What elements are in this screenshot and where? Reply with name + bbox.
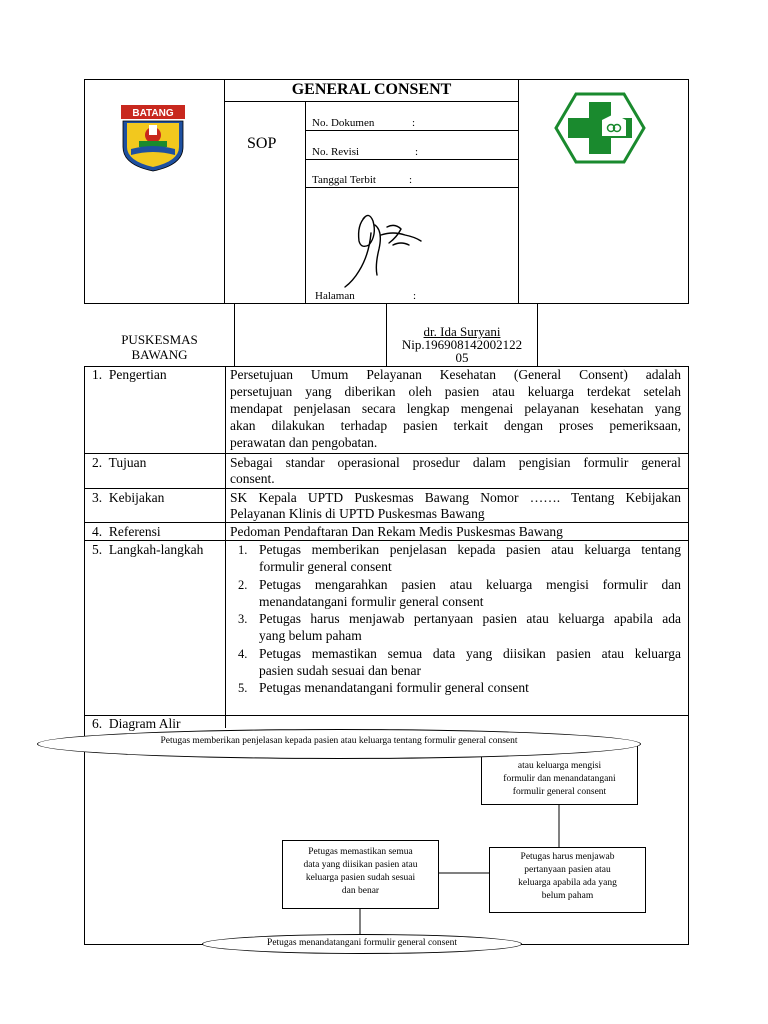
document-title: GENERAL CONSENT	[291, 81, 452, 98]
section-label-diagram: 6. Diagram Alir	[92, 716, 181, 731]
page-label: Halaman	[315, 290, 355, 302]
flow-box-text: Petugas harus menjawab	[520, 852, 615, 862]
text-line: SK Kepala UPTD Puskesmas Bawang Nomor ……. Tentang Kebijakan	[230, 490, 681, 505]
step-number: 3.	[238, 612, 248, 626]
step-text: Petugas menandatangani formulir general consent	[259, 680, 529, 695]
step-text: Petugas memastikan semua data yang diisikan pasien atau keluarga	[259, 646, 681, 661]
revision-label: No. Revisi	[312, 146, 360, 158]
text-line: Sebagai standar operasional prosedur dalam pengisian formulir general	[230, 455, 681, 470]
flow-box-text: formulir dan menandatangani	[503, 774, 616, 784]
text-line: persetujuan yang diberikan oleh pasien atau keluarga terdekat setelah	[230, 384, 681, 399]
flow-box-text: keluarga pasien sudah sesuai	[305, 873, 416, 883]
section-label-langkah: 5. Langkah-langkah	[92, 542, 204, 557]
doc-no-colon: :	[412, 117, 416, 129]
flow-start-text: Petugas memberikan penjelasan kepada pasien atau keluarga tentang formulir general consent	[160, 736, 518, 746]
section-label-tujuan: 2. Tujuan	[92, 455, 147, 470]
signer-name: dr. Ida Suryani	[423, 324, 501, 339]
org-name-line2: BAWANG	[131, 347, 188, 362]
issue-date-label: Tanggal Terbit	[312, 174, 376, 186]
flow-box-text: dan benar	[341, 886, 380, 896]
flow-box-text: formulir general consent	[512, 787, 607, 797]
text-line: Persetujuan Umum Pelayanan Kesehatan (General Consent) adalah	[230, 367, 681, 382]
flow-end-text: Petugas menandatangani formulir general consent	[267, 938, 457, 948]
flow-box-text: Petugas memastikan semua	[308, 847, 413, 857]
svg-text:BATANG: BATANG	[132, 108, 174, 119]
org-name-line1: PUSKESMAS	[121, 332, 198, 347]
step-number: 5.	[238, 681, 248, 695]
step-text: pasien sudah sesuai dan benar	[259, 663, 421, 678]
step-text: Petugas memberikan penjelasan kepada pasien atau keluarga tentang	[259, 542, 681, 557]
step-number: 1.	[238, 543, 248, 557]
flow-box-text: data yang diisikan pasien atau	[303, 860, 418, 870]
text-line: consent.	[230, 471, 275, 486]
step-text: formulir general consent	[259, 559, 392, 574]
step-number: 2.	[238, 578, 248, 592]
flow-box-text: atau keluarga mengisi	[517, 761, 602, 771]
text-line: Pelayanan Klinis di UPTD Puskesmas Bawang	[230, 506, 485, 521]
section-label-referensi: 4. Referensi	[92, 524, 161, 539]
doc-no-label: No. Dokumen	[312, 117, 375, 129]
text-line: akan dilakukan terhadap pasien terkait dengan proses pemeriksaan,	[230, 418, 681, 433]
signer-nip-line1: Nip.196908142002122	[401, 337, 523, 352]
step-text: Petugas mengarahkan pasien atau keluarga mengisi formulir dan	[259, 577, 681, 592]
step-text: menandatangani formulir general consent	[259, 594, 484, 609]
section-label-kebijakan: 3. Kebijakan	[92, 490, 165, 505]
section-label-pengertian: 1. Pengertian	[92, 367, 167, 382]
text-line: perawatan dan pengobatan.	[230, 435, 378, 450]
step-text: Petugas harus menjawab pertanyaan pasien atau keluarga apabila ada	[259, 611, 681, 626]
sop-label: SOP	[247, 135, 277, 152]
text-line: mendapat penjelasan secara lengkap mengenai pelayanan kesehatan yang	[230, 401, 681, 416]
revision-colon: :	[415, 146, 419, 158]
flow-box-text: belum paham	[541, 891, 594, 901]
referensi-text: Pedoman Pendaftaran Dan Rekam Medis Puskesmas Bawang	[230, 524, 563, 539]
step-number: 4.	[238, 647, 248, 661]
step-text: yang belum paham	[259, 628, 362, 643]
signer-nip-line2: 05	[455, 350, 469, 365]
issue-date-colon: :	[409, 174, 413, 186]
page-colon: :	[413, 290, 417, 302]
flow-box-text: keluarga apabila ada yang	[518, 878, 617, 888]
flow-box-text: pertanyaan pasien atau	[524, 865, 611, 875]
